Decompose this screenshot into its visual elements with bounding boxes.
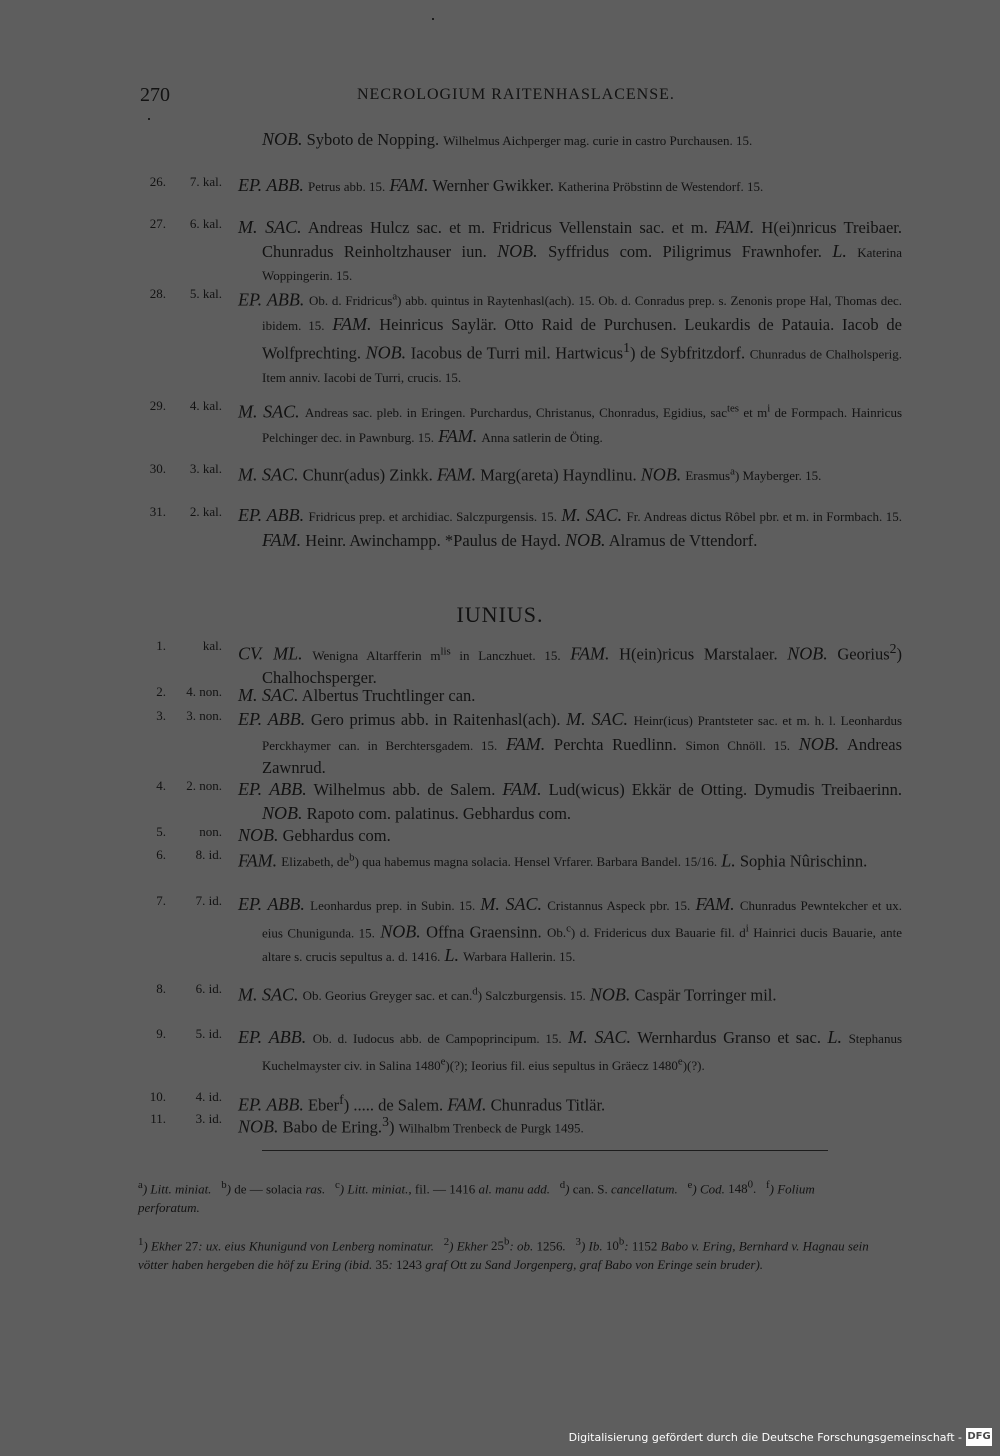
- entry-day: 7. kal.: [189, 174, 222, 189]
- entry-day: 4. kal.: [189, 398, 222, 413]
- entry-number: 3.: [156, 708, 166, 723]
- entry-text: EP. ABB. Leonhardus prep. in Subin. 15. M. SAC. Cristannus Aspeck pbr. 15. FAM. Chunradus Pewntekcher et ux. eius Chunigunda. 15. NOB. Offna Graensinn. Ob.$^c$) d. Fridericus dux Bauarie fil. $d^i$ Hainrici ducis Bauarie, ante altare s. crucis sepultus a. d. 1416. L. Warbara Hallerin. 15.: [238, 894, 903, 966]
- entry-day: 4. non.: [186, 684, 222, 699]
- entry-text: M. SAC. Ob. Georius Greyger sac. et can.$^d$) Salczburgensis. 15. NOB. Caspär Torringer mil.: [238, 984, 777, 1005]
- entry-text: EP. ABB. Ob. d. Iudocus abb. de Campoprincipum. 15. M. SAC. Wernhardus Granso et sac. L. Stephanus Kuchelmayster civ. in Salina 1480e)(?); Ieorius fil. eius sepultus in Gräecz 1480e)(?).: [238, 1027, 903, 1073]
- entry-number: 10.: [149, 1089, 166, 1104]
- entry-number: 31.: [149, 504, 166, 519]
- entry-day: 4. id.: [195, 1089, 222, 1104]
- entry-day: kal.: [202, 638, 222, 653]
- entry-text: M. SAC. Chunr(adus) Zinkk. FAM. Marg(areta) Hayndlinu. NOB. Erasmus$^a$) Mayberger. 15.: [238, 464, 822, 485]
- entry-text: NOB. Syboto de Nopping. Wilhelmus Aichperger mag. curie in castro Purchausen. 15.: [262, 129, 753, 149]
- entry-day: 8. id.: [195, 847, 222, 862]
- entry-number: 5.: [156, 824, 166, 839]
- entry-text: EP. ABB. Fridricus prep. et archidiac. Salczpurgensis. 15. M. SAC. Fr. Andreas dictus Rôbel pbr. et m. in Formbach. 15. FAM. Heinr. Awinchampp. *Paulus de Hayd. NOB. Alramus de Vttendorf.: [238, 505, 903, 550]
- entry-text: M. SAC. Albertus Truchtlinger can.: [238, 685, 476, 705]
- entry-text: FAM. Elizabeth, $de^b$) qua habemus magna solacia. Hensel Vrfarer. Barbara Bandel. 15/16. L. Sophia Nûrischinn.: [238, 850, 868, 871]
- entry-day: 5. kal.: [189, 286, 222, 301]
- entry-day: 3. kal.: [189, 461, 222, 476]
- page-number: 270: [140, 84, 170, 106]
- footnotes-historical: $^1$) Ekher 27: ux. eius Khunigund von Lenberg nominatur. $^2$) Ekher 25$^b$: ob. 1256. $^3$) Ib. 10$^b$: 1152 Babo v. Ering, Bernhard v. Hagnau sein vötter haben hergeben die höf zu Ering (ibid. 35: 1243 graf Ott zu Sand Jorgenperg, graf Babo von Eringe sein bruder).: [138, 1236, 869, 1273]
- entry-day: 5. id.: [195, 1026, 222, 1041]
- entry-number: 7.: [156, 893, 166, 908]
- entry-text: M. SAC. Andreas sac. pleb. in Eringen. Purchardus, Christanus, Chonradus, Egidius, sac$^{tes}$ et $m^i$ de Formpach. Hainricus Pelchinger dec. in Pawnburg. 15. FAM. Anna satlerin de Öting.: [238, 401, 903, 446]
- scan-mark: [432, 18, 434, 20]
- entry-number: 28.: [149, 286, 166, 301]
- entry-number: 2.: [156, 684, 166, 699]
- entry-day: 2. non.: [186, 778, 222, 793]
- entry-text: NOB. Gebhardus com.: [238, 825, 391, 845]
- entry-text: EP. ABB. Gero primus abb. in Raitenhasl(ach). M. SAC. Heinr(icus) Prantsteter sac. et m. h. l. Leonhardus Perckhaymer can. in Berchtersgadem. 15. FAM. Perchta Ruedlinn. Simon Chnöll. 15. NOB. Andreas Zawnrud.: [238, 709, 903, 777]
- entry-text: CV. ML. Wenigna Altarfferin $m^{lis}$ in Lanczhuet. 15. FAM. H(ein)ricus Marstalaer. NOB. Georius$^2$) Chalhochsperger.: [238, 641, 902, 687]
- entry-number: 30.: [149, 461, 166, 476]
- entry-number: 26.: [149, 174, 166, 189]
- entry-number: 27.: [149, 216, 166, 231]
- entry-day: 6. id.: [195, 981, 222, 996]
- entry-number: 4.: [156, 778, 166, 793]
- month-heading: IUNIUS.: [456, 602, 544, 627]
- entry-day: 6. kal.: [189, 216, 222, 231]
- entry-number: 6.: [156, 847, 166, 862]
- entry-day: non.: [199, 824, 222, 839]
- entry-day: 3. non.: [186, 708, 222, 723]
- entry-number: 11.: [150, 1111, 166, 1126]
- entry-number: 8.: [156, 981, 166, 996]
- footnote-rule: [262, 1150, 828, 1151]
- page-title: NECROLOGIUM RAITENHASLACENSE.: [357, 86, 675, 103]
- footnotes-textual: $^a$) Litt. miniat. $^b$) de — solacia ras. $^c$) Litt. miniat., fil. — 1416 al. manu add. $^d$) can. S. cancellatum. $^e$) Cod. $148^0$. $^f$) Folium perforatum.: [138, 1179, 815, 1216]
- entry-text: EP. ABB. Eber$^f$) ..... de Salem. FAM. Chunradus Titlär.: [238, 1092, 606, 1115]
- dfg-logo: DFG: [966, 1428, 992, 1446]
- entry-text: EP. ABB. Wilhelmus abb. de Salem. FAM. Lud(wicus) Ekkär de Otting. Dymudis Treibaerinn. NOB. Rapoto com. palatinus. Gebhardus com.: [238, 779, 902, 823]
- scan-mark: [148, 118, 150, 120]
- entry-number: 1.: [156, 638, 166, 653]
- entry-day: 2. kal.: [189, 504, 222, 519]
- entry-text: EP. ABB. Petrus abb. 15. FAM. Wernher Gwikker. Katherina Pröbstinn de Westendorf. 15.: [238, 175, 764, 195]
- entry-text: NOB. Babo de Ering.$^3$) Wilhalbm Trenbeck de Purgk 1495.: [238, 1114, 584, 1137]
- entry-text: M. SAC. Andreas Hulcz sac. et m. Fridricus Vellenstain sac. et m. FAM. H(ei)nricus Treibaer. Chunradus Reinholtzhauser iun. NOB. Syffridus com. Piligrimus Frawnhofer. L. Katerina Woppingerin. 15.: [238, 217, 903, 283]
- entry-day: 7. id.: [195, 893, 222, 908]
- footer-credit: Digitalisierung gefördert durch die Deutsche Forschungsgemeinschaft -: [568, 1431, 962, 1444]
- entry-day: 3. id.: [195, 1111, 222, 1126]
- entry-number: 9.: [156, 1026, 166, 1041]
- entry-text: EP. ABB. Ob. d. Fridricus$^a$) abb. quintus in Raytenhasl(ach). 15. Ob. d. Conradus prep. s. Zenonis prope Hal, Thomas dec. ibidem. 15. FAM. Heinricus Saylär. Otto Raid de Purchusen. Leukardis de Patauia. Iacob de Wolfprechting. NOB. Iacobus de Turri mil. Hartwicus$^1$) de Sybfritzdorf. Chunradus de Chalholsperig. Item anniv. Iacobi de Turri, crucis. 15.: [238, 289, 903, 386]
- entry-number: 29.: [149, 398, 166, 413]
